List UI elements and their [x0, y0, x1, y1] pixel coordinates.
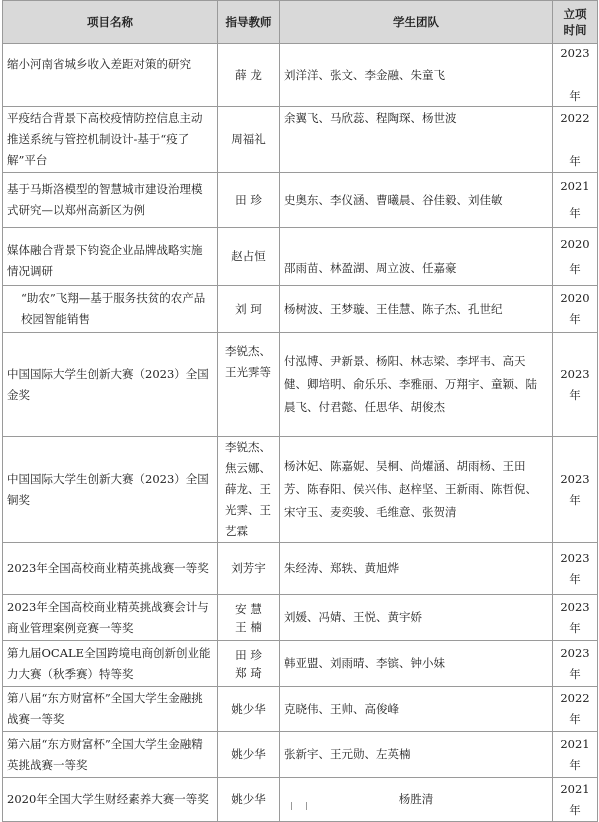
table-row — [3, 107, 598, 173]
advisor-name: 王 楠 — [235, 619, 262, 634]
advisor: 姚少华 — [218, 732, 280, 778]
year-unit: 年 — [569, 206, 581, 220]
year-unit: 年 — [569, 261, 581, 276]
project-name: 基于马斯洛模型的智慧城市建设治理模式研究—以郑州高新区为例 — [3, 173, 218, 228]
year-unit: 年 — [569, 666, 581, 681]
table-row — [3, 286, 598, 333]
student-team: 杨树波、王梦璇、王佳慧、陈子杰、孔世纪 — [280, 286, 553, 333]
table-row — [3, 437, 598, 543]
student-team: 史奥东、李仪涵、曹曦晨、谷佳毅、刘佳敏 — [280, 173, 553, 228]
header-row — [3, 1, 598, 44]
projects-table — [2, 0, 598, 822]
project-name: 2023年全国高校商业精英挑战赛会计与商业管理案例竞赛一等奖 — [3, 595, 218, 641]
project-name: 第九届OCALE全国跨境电商创新创业能力大赛（秋季赛）特等奖 — [3, 641, 218, 687]
page-edge-mark — [291, 802, 307, 810]
year-unit: 年 — [569, 153, 581, 168]
header-student-team: 学生团队 — [280, 1, 553, 44]
year-value: 2022 — [560, 110, 590, 125]
advisor: 李锐杰、焦云娜、薛龙、王光霁、王艺霖 — [218, 437, 280, 543]
year-unit: 年 — [569, 802, 581, 817]
project-name: 缩小河南省城乡收入差距对策的研究 — [3, 44, 218, 107]
year-value: 2021 — [560, 179, 590, 193]
project-name: 中国国际大学生创新大赛（2023）全国铜奖 — [3, 437, 218, 543]
advisor: 李锐杰、王光霁等 — [218, 333, 280, 437]
student-team: 韩亚盟、刘雨晴、李镔、钟小妹 — [280, 641, 553, 687]
year-cell — [553, 641, 598, 687]
advisor: 田 珍 — [218, 173, 280, 228]
table-row — [3, 641, 598, 687]
header-advisor: 指导教师 — [218, 1, 280, 44]
year-value: 2023 — [560, 366, 590, 381]
student-team: 刘洋洋、张文、李金融、朱童飞 — [280, 44, 553, 107]
year-cell — [553, 732, 598, 778]
advisor: 刘 珂 — [218, 286, 280, 333]
advisor: 姚少华 — [218, 778, 280, 822]
student-team: 付泓博、尹新景、杨阳、林志梁、李坪韦、高天健、卿培明、俞乐乐、李雅丽、万翔宇、童颖、陆晨飞、付君懿、任思华、胡俊杰 — [280, 333, 553, 437]
year-cell — [553, 595, 598, 641]
year-cell — [553, 228, 598, 286]
year-unit: 年 — [569, 89, 581, 103]
year-unit: 年 — [569, 571, 581, 586]
advisor: 赵占恒 — [218, 228, 280, 286]
year-cell — [553, 107, 598, 173]
advisor-name: 安 慧 — [235, 601, 262, 616]
student-team: 克晓伟、王帅、高俊峰 — [280, 687, 553, 732]
student-team: 朱经涛、郑轶、黄旭烨 — [280, 543, 553, 595]
header-year-line2: 时间 — [563, 23, 587, 37]
year-cell — [553, 437, 598, 543]
advisor: 周福礼 — [218, 107, 280, 173]
year-value: 2021 — [560, 781, 590, 796]
year-cell — [553, 687, 598, 732]
table-row — [3, 543, 598, 595]
header-year — [553, 1, 598, 44]
table-row — [3, 333, 598, 437]
year-value: 2023 — [560, 471, 590, 486]
year-cell — [553, 778, 598, 822]
advisor: 刘芳宇 — [218, 543, 280, 595]
year-unit: 年 — [569, 387, 581, 402]
advisor: 姚少华 — [218, 687, 280, 732]
table-row — [3, 595, 598, 641]
year-value: 2023 — [560, 645, 590, 660]
year-cell — [553, 44, 598, 107]
advisor — [218, 641, 280, 687]
year-value: 2020 — [560, 291, 590, 305]
year-cell — [553, 543, 598, 595]
year-unit: 年 — [569, 312, 581, 326]
project-name: “助农”飞翔—基于服务扶贫的农产品校园智能销售 — [3, 286, 218, 333]
advisor-name: 郑 琦 — [235, 665, 262, 680]
project-name: 媒体融合背景下钧瓷企业品牌战略实施情况调研 — [3, 228, 218, 286]
year-unit: 年 — [569, 492, 581, 507]
year-value: 2023 — [560, 550, 590, 565]
table-row — [3, 778, 598, 822]
student-team: 刘媛、冯婧、王悦、黄宇娇 — [280, 595, 553, 641]
year-value: 2020 — [560, 236, 590, 251]
advisor: 薛 龙 — [218, 44, 280, 107]
header-year-line1: 立项 — [563, 7, 587, 21]
year-unit: 年 — [569, 712, 581, 726]
year-value: 2023 — [560, 46, 590, 60]
header-project-name: 项目名称 — [3, 1, 218, 44]
student-team: 杨沐妃、陈嘉妮、吴桐、尚燿涵、胡雨杨、王田芳、陈春阳、侯兴伟、赵梓坚、王新雨、陈哲倪、宋守玉、麦奕骏、毛维意、张贺清 — [280, 437, 553, 543]
project-name: 2020年全国大学生财经素养大赛一等奖 — [3, 778, 218, 822]
year-value: 2021 — [560, 736, 590, 751]
advisor-name: 田 珍 — [235, 647, 262, 662]
table-row — [3, 173, 598, 228]
student-team: 余翼飞、马欣蕊、程陶琛、杨世波 — [280, 107, 553, 173]
table-row — [3, 228, 598, 286]
project-name: 平疫结合背景下高校疫情防控信息主动推送系统与管控机制设计-基于“疫了解”平台 — [3, 107, 218, 173]
project-name: 2023年全国高校商业精英挑战赛一等奖 — [3, 543, 218, 595]
table-row — [3, 732, 598, 778]
year-unit: 年 — [569, 620, 581, 635]
table-row — [3, 44, 598, 107]
year-value: 2023 — [560, 599, 590, 614]
year-cell — [553, 286, 598, 333]
student-team: 张新宇、王元勋、左英楠 — [280, 732, 553, 778]
project-name: 中国国际大学生创新大赛（2023）全国金奖 — [3, 333, 218, 437]
table-row — [3, 687, 598, 732]
student-team: 邵雨苗、林盈湖、周立波、任嘉豪 — [280, 228, 553, 286]
advisor — [218, 595, 280, 641]
student-team: 杨胜清 — [280, 778, 553, 822]
project-name: 第八届“东方财富杯”全国大学生金融挑战赛一等奖 — [3, 687, 218, 732]
year-value: 2022 — [560, 691, 590, 705]
year-unit: 年 — [569, 757, 581, 772]
project-name: 第六届“东方财富杯”全国大学生金融精英挑战赛一等奖 — [3, 732, 218, 778]
year-cell — [553, 333, 598, 437]
year-cell — [553, 173, 598, 228]
